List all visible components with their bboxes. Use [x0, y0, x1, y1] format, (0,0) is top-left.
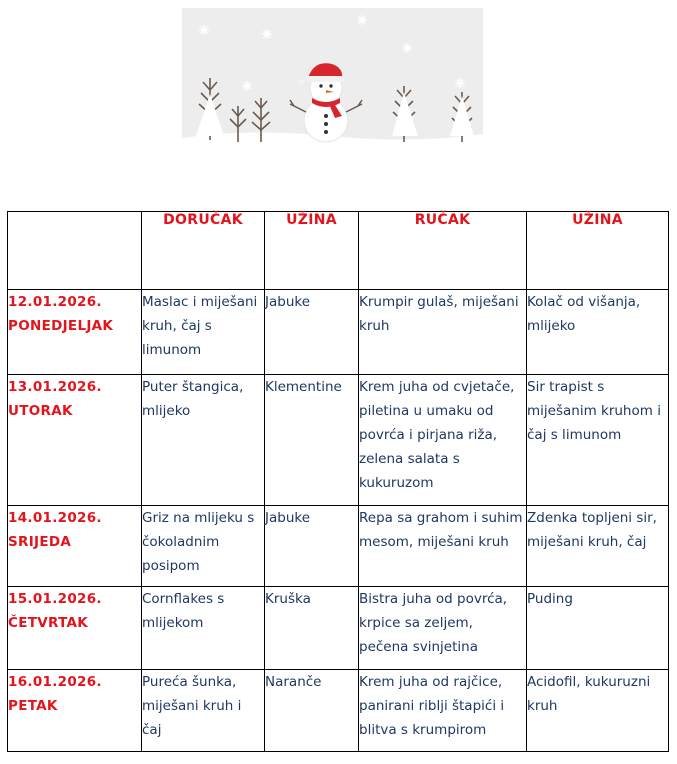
- date-label: 13.01.2026.: [8, 379, 102, 395]
- uzina-morning-cell: Naranče: [265, 670, 359, 752]
- dorucak-cell: Cornflakes s mlijekom: [142, 587, 265, 670]
- header-uzina-afternoon: UŽINA: [527, 212, 669, 290]
- date-label: 12.01.2026.: [8, 294, 102, 310]
- uzina-morning-cell: Jabuke: [265, 506, 359, 587]
- rucak-cell: Repa sa grahom i suhim mesom, miješani kruh: [359, 506, 527, 587]
- date-label: 15.01.2026.: [8, 591, 102, 607]
- day-cell: [8, 375, 142, 506]
- rucak-cell: Bistra juha od povrća, krpice sa zeljem, pečena svinjetina: [359, 587, 527, 670]
- weekly-menu-table: [7, 211, 669, 752]
- dorucak-cell: Puter štangica, mlijeko: [142, 375, 265, 506]
- day-label: PONEDJELJAK: [8, 318, 114, 334]
- header-empty: [8, 212, 142, 290]
- day-label: SRIJEDA: [8, 534, 72, 550]
- uzina-morning-cell: Klementine: [265, 375, 359, 506]
- table-row: [8, 587, 669, 670]
- day-cell: [8, 670, 142, 752]
- day-cell: [8, 290, 142, 375]
- uzina-afternoon-cell: Acidofil, kukuruzni kruh: [527, 670, 669, 752]
- header-dorucak: DORUČAK: [142, 212, 265, 290]
- uzina-afternoon-cell: Kolač od višanja, mlijeko: [527, 290, 669, 375]
- day-label: ČETVRTAK: [8, 615, 89, 631]
- table-row: [8, 375, 669, 506]
- table-header-row: [8, 212, 669, 290]
- day-label: UTORAK: [8, 403, 73, 419]
- dorucak-cell: Pureća šunka, miješani kruh i čaj: [142, 670, 265, 752]
- rucak-cell: Krem juha od cvjetače, piletina u umaku od povrća i pirjana riža, zelena salata s kukuruzom: [359, 375, 527, 506]
- date-label: 16.01.2026.: [8, 674, 102, 690]
- table-row: [8, 290, 669, 375]
- uzina-afternoon-cell: Sir trapist s miješanim kruhom i čaj s limunom: [527, 375, 669, 506]
- rucak-cell: Krumpir gulaš, miješani kruh: [359, 290, 527, 375]
- dorucak-cell: Griz na mlijeku s čokoladnim posipom: [142, 506, 265, 587]
- date-label: 14.01.2026.: [8, 510, 102, 526]
- day-cell: [8, 506, 142, 587]
- header-uzina-morning: UŽINA: [265, 212, 359, 290]
- winter-banner: [182, 8, 483, 161]
- day-label: PETAK: [8, 698, 58, 714]
- header-rucak: RUČAK: [359, 212, 527, 290]
- uzina-morning-cell: Jabuke: [265, 290, 359, 375]
- day-cell: [8, 587, 142, 670]
- uzina-afternoon-cell: Puding: [527, 587, 669, 670]
- table-row: [8, 670, 669, 752]
- snowman-illustration: [182, 8, 483, 161]
- uzina-afternoon-cell: Zdenka topljeni sir, miješani kruh, čaj: [527, 506, 669, 587]
- table-row: [8, 506, 669, 587]
- uzina-morning-cell: Kruška: [265, 587, 359, 670]
- dorucak-cell: Maslac i miješani kruh, čaj s limunom: [142, 290, 265, 375]
- rucak-cell: Krem juha od rajčice, panirani riblji štapići i blitva s krumpirom: [359, 670, 527, 752]
